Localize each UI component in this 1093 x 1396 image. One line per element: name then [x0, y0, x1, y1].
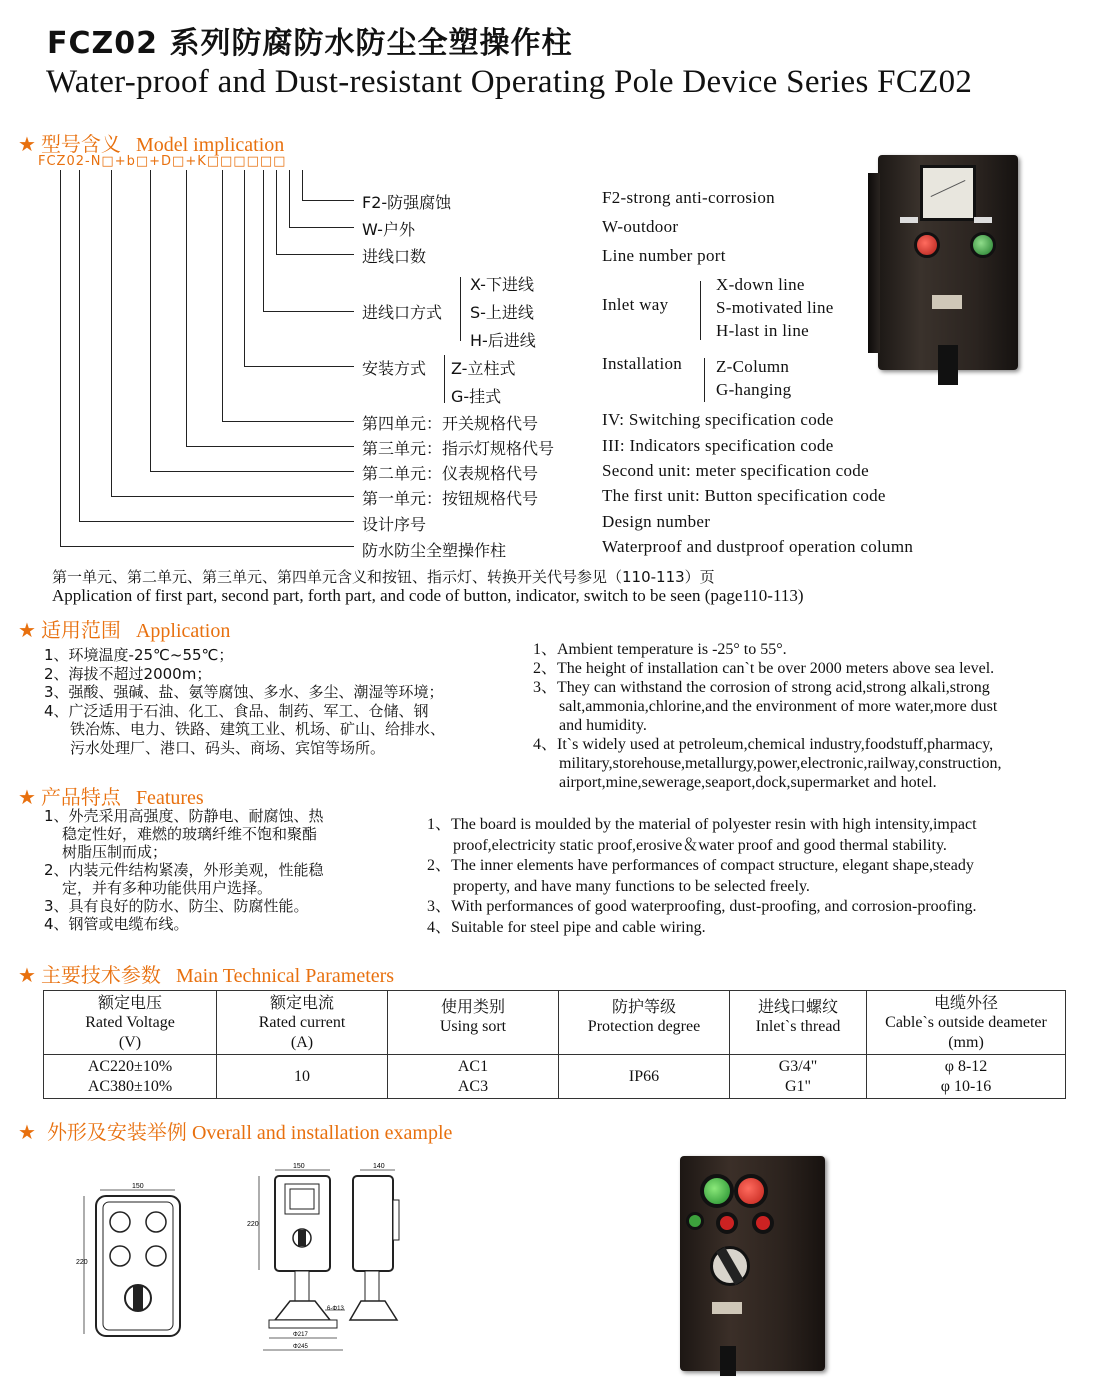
dim-label: Φ245: [293, 1344, 308, 1350]
parameters-table: [43, 990, 1066, 1099]
model-subitem-en: X-down line: [716, 275, 805, 294]
dim-label: Φ217: [293, 1332, 308, 1338]
model-item-cn: 设计序号: [362, 515, 427, 534]
model-subitem-cn: G-挂式: [451, 387, 502, 406]
model-item-cn: 第一单元：按钮规格代号: [362, 489, 539, 508]
star-icon: ★: [18, 1120, 36, 1144]
model-subitem-cn: Z-立柱式: [451, 359, 516, 378]
model-item-cn: W-户外: [362, 220, 415, 239]
model-item-en: IV: Switching specification code: [602, 410, 834, 429]
red-button-icon: [716, 1212, 738, 1234]
green-button-icon: [970, 232, 996, 258]
page-title-en: Water-proof and Dust-resistant Operating Pole Device Series FCZ02: [46, 64, 973, 100]
model-subitem-en: G-hanging: [716, 380, 792, 399]
model-item-cn: 进线口方式: [362, 303, 443, 322]
dim-label: 150: [132, 1183, 144, 1190]
model-item-cn: 进线口数: [362, 247, 427, 266]
table-cell: G3/4" G1": [730, 1055, 867, 1099]
model-item-cn: 防水防尘全塑操作柱: [362, 541, 507, 560]
model-item-en: F2-strong anti-corrosion: [602, 188, 775, 207]
green-button-icon: [686, 1212, 704, 1230]
model-item-cn: 第四单元：开关规格代号: [362, 414, 539, 433]
section-overall-heading: ★ 外形及安装举例 Overall and installation example: [18, 1120, 453, 1144]
table-header-cell: 进线口螺纹 Inlet`s thread: [730, 991, 867, 1055]
model-subitem-cn: S-上进线: [470, 303, 534, 322]
side-view-drawing: [245, 1160, 415, 1360]
features-cn-list: 1、外壳采用高强度、防静电、耐腐蚀、热 稳定性好，难燃的玻璃纤维不饱和聚酯 树脂压制而成； 2、内装元件结构紧凑，外形美观，性能稳 定，并有多种功能供用户选择。 3、具有良好的防水、防尘、防腐性能。 4、钢管或电缆布线。: [44, 807, 324, 933]
table-header-cell: 使用类别 Using sort: [388, 991, 559, 1055]
model-subitem-en: S-motivated line: [716, 298, 834, 317]
model-item-en: III: Indicators specification code: [602, 436, 834, 455]
table-cell: IP66: [559, 1055, 730, 1099]
model-subitem-en: H-last in line: [716, 321, 809, 340]
page-title-cn: FCZ02 系列防腐防水防尘全塑操作柱: [47, 26, 573, 61]
table-header-cell: 电缆外径 Cable`s outside deameter (mm): [867, 991, 1066, 1055]
model-item-cn: 安装方式: [362, 359, 427, 378]
table-cell: AC220±10% AC380±10%: [44, 1055, 217, 1099]
red-indicator-icon: [734, 1174, 768, 1208]
application-cn-list: 1、环境温度-25℃~55℃； 2、海拔不超过2000m； 3、强酸、强碱、盐、氨等腐蚀、多水、多尘、潮湿等环境； 4、广泛适用于石油、化工、食品、制药、军工、仓储、钢 铁冶炼、电力、铁路、建筑工业、机场、矿山、给排水、 污水处理厂、港口、码头、商场、宾馆等场所。: [44, 646, 446, 757]
table-cell: φ 8-12 φ 10-16: [867, 1055, 1066, 1099]
red-button-icon: [914, 232, 940, 258]
model-subitem-cn: X-下进线: [470, 275, 534, 294]
table-cell: AC1 AC3: [388, 1055, 559, 1099]
model-item-en: The first unit: Button specification code: [602, 486, 886, 505]
star-icon: ★: [18, 132, 36, 156]
table-cell: 10: [217, 1055, 388, 1099]
model-item-en: Design number: [602, 512, 711, 531]
model-item-en: Waterproof and dustproof operation column: [602, 537, 914, 556]
model-item-cn: 第三单元：指示灯规格代号: [362, 439, 555, 458]
features-en-list: 1、The board is moulded by the material of polyester resin with high intensity,impact proof,electricity static proof,erosive＆water proof and good thermal stability. 2、The inner elements have performances of compact structure, elegant shape,steady property, and have many functions to be selected freely. 3、With performances of good waterproofing, dust-proofing, and corrosion-proofing. 4、Suitable for steel pipe and cable wiring.: [427, 816, 977, 936]
model-item-en: Line number port: [602, 246, 726, 265]
model-subitem-en: Z-Column: [716, 357, 790, 376]
model-item-en: Installation: [602, 354, 683, 373]
model-code: FCZ02-N□+b□+D□+K□□□□□□: [38, 154, 287, 169]
model-note-en: Application of first part, second part, forth part, and code of button, indicator, switch to be seen (page110-113): [52, 586, 804, 605]
model-subitem-cn: H-后进线: [470, 331, 536, 350]
front-view-drawing: [70, 1182, 200, 1342]
model-item-en: W-outdoor: [602, 217, 679, 236]
section-parameters-heading: ★ 主要技术参数 Main Technical Parameters: [18, 963, 395, 987]
red-button-icon: [752, 1212, 774, 1234]
table-header-cell: 额定电压 Rated Voltage (V): [44, 991, 217, 1055]
model-item-cn: 第二单元：仪表规格代号: [362, 464, 539, 483]
section-application-heading: ★ 适用范围 Application: [18, 618, 231, 642]
star-icon: ★: [18, 963, 36, 987]
model-note-cn: 第一单元、第二单元、第三单元、第四单元含义和按钮、指示灯、转换开关代号参见（110-113）页: [52, 568, 715, 586]
star-icon: ★: [18, 785, 36, 809]
model-item-en: Inlet way: [602, 295, 669, 314]
table-row: [44, 1055, 1066, 1099]
dim-label: 150: [293, 1163, 305, 1170]
dim-label: 6-Φ13: [327, 1306, 344, 1312]
device-photo-bottom: [680, 1156, 825, 1371]
dim-label: 220: [247, 1221, 259, 1228]
device-photo-top: [878, 155, 1018, 370]
table-header-cell: 额定电流 Rated current (A): [217, 991, 388, 1055]
dim-label: 140: [373, 1163, 385, 1170]
dim-label: 220: [76, 1259, 88, 1266]
section-features-heading: ★ 产品特点 Features: [18, 785, 204, 809]
meter-icon: [920, 165, 976, 221]
green-indicator-icon: [700, 1174, 734, 1208]
model-item-en: Second unit: meter specification code: [602, 461, 869, 480]
selector-switch-icon: [710, 1246, 750, 1286]
table-header-cell: 防护等级 Protection degree: [559, 991, 730, 1055]
model-item-cn: F2-防强腐蚀: [362, 193, 452, 212]
star-icon: ★: [18, 618, 36, 642]
section-model-heading: ★ 型号含义 Model implication: [18, 132, 285, 156]
application-en-list: 1、Ambient temperature is -25° to 55°. 2、The height of installation can`t be over 2000 meters above sea level. 3、They can withstand the corrosion of strong acid,strong alkali,strong salt,ammonia,chlorine,and the environment of more water,more dust and humidity. 4、It`s widely used at petroleum,chemical industry,foodstuff,pharmacy, military,storehouse,metallurgy,power,electronic,railway,construction, airport,mine,sewerage,seaport,dock,supermarket and hotel.: [533, 641, 1002, 791]
table-header-row: [44, 991, 1066, 1055]
